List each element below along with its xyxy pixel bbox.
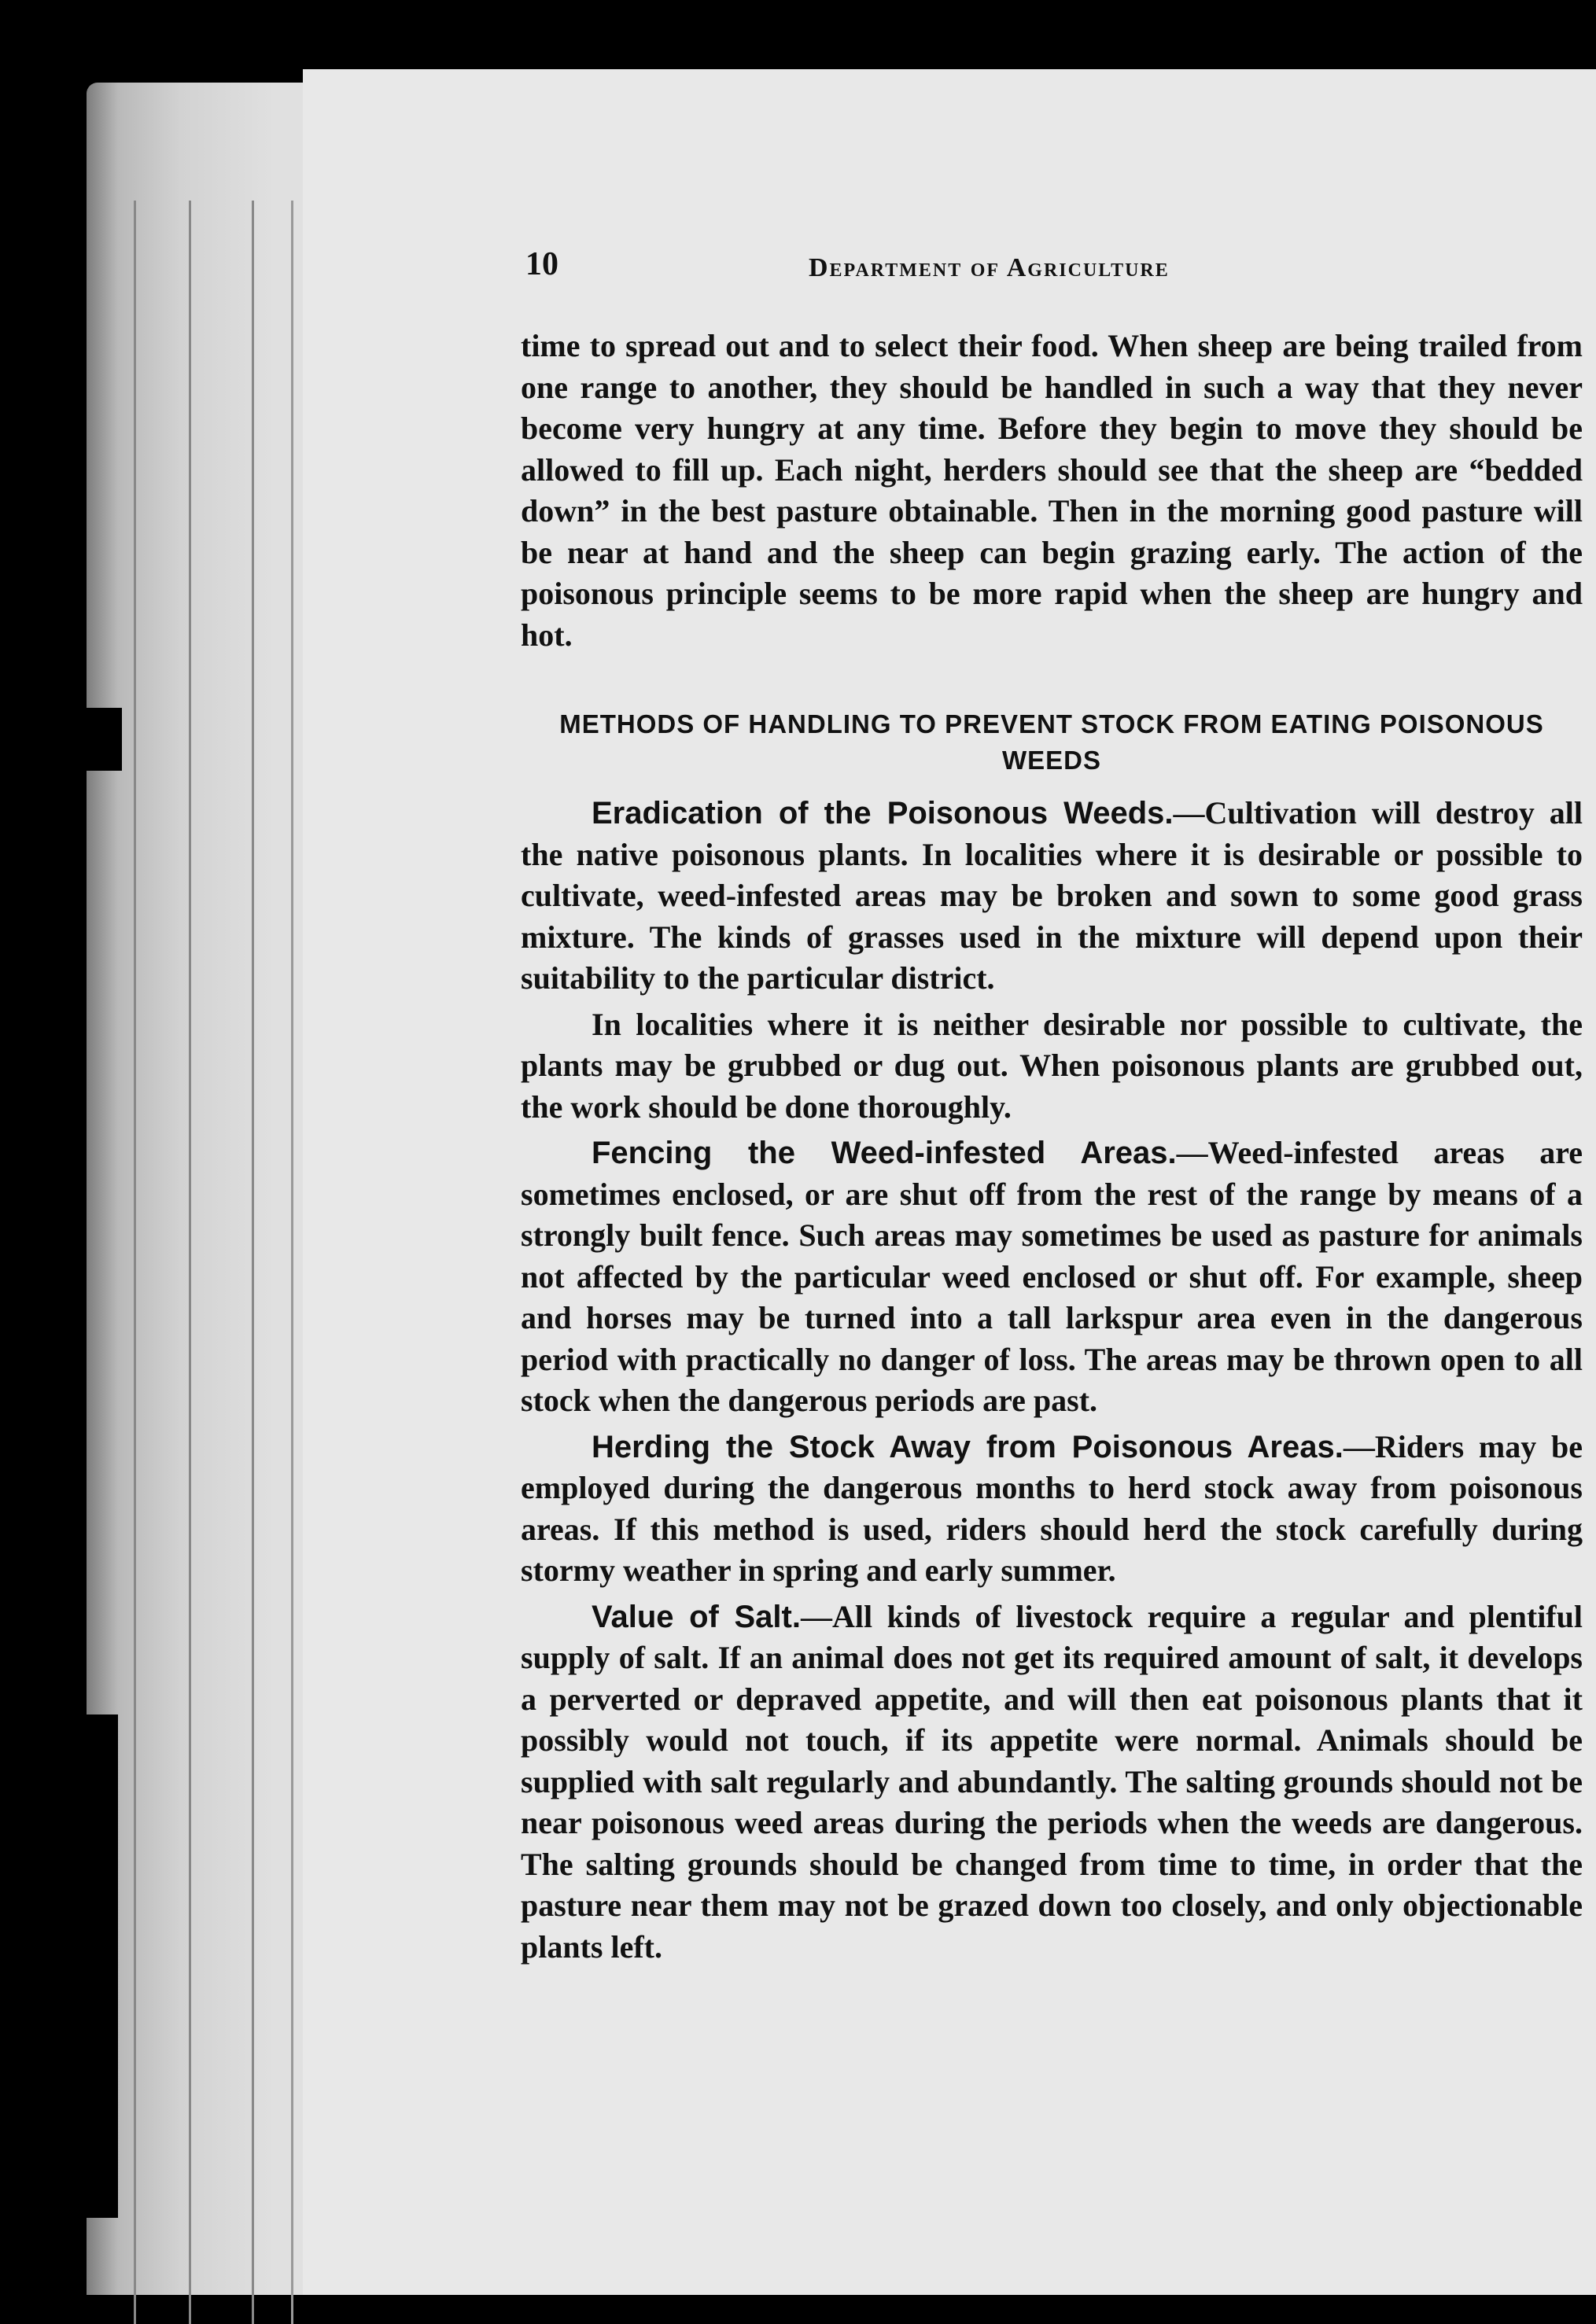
- paragraph-herding: [521, 1427, 1583, 1592]
- body-text: [521, 326, 1583, 1968]
- page-edge-line: [252, 201, 254, 2324]
- run-in-heading: Fencing the Weed-infested Areas.: [592, 1136, 1177, 1170]
- torn-edge: [0, 1714, 118, 2218]
- page-header: [525, 245, 1312, 293]
- paragraph-text: —Cultivation will destroy all the native poisonous plants. In localities where it is desirable or possible to cultivate, weed-infested areas may be broken and sown to some good grass mixture. The kinds of grasses used in the mixture will depend upon their suitability to the particular district.: [521, 795, 1583, 996]
- section-heading: METHODS OF HANDLING TO PREVENT STOCK FROM EATING POISONOUS WEEDS: [559, 709, 1544, 775]
- run-in-heading: Eradication of the Poisonous Weeds.: [592, 796, 1174, 831]
- page-edge-line: [291, 201, 293, 2324]
- paragraph-fencing: [521, 1133, 1583, 1422]
- torn-edge: [0, 708, 122, 771]
- paragraph-eradication: [521, 793, 1583, 1000]
- paragraph-grubbing: In localities where it is neither desirable nor possible to cultivate, the plants may be grubbed or dug out. When poisonous plants are grubbed out, the work should be done thoroughly.: [521, 1006, 1583, 1125]
- paragraph-text: —Weed-infested areas are sometimes enclosed, or are shut off from the rest of the range by means of a strongly built fence. Such areas may sometimes be used as pasture for animals not affected by the particular weed enclosed or shut off. For example, sheep and horses may be turned into a tall larkspur area even in the dangerous period with practically no danger of loss. The areas may be thrown open to all stock when the dangerous periods are past.: [521, 1135, 1583, 1418]
- paragraph-text: —Riders may be employed during the dangerous months to herd stock away from poisonous areas. If this method is used, riders should herd the stock carefully during stormy weather in spring and early summer.: [521, 1428, 1583, 1588]
- page-edge-line: [189, 201, 191, 2324]
- paragraph-salt: [521, 1597, 1583, 1969]
- run-in-heading: Herding the Stock Away from Poisonous Areas.: [592, 1429, 1344, 1464]
- running-head: Department of Agriculture: [809, 253, 1170, 282]
- run-in-heading: Value of Salt.: [592, 1599, 801, 1634]
- paragraph-continued: time to spread out and to select their food. When sheep are being trailed from one range to another, they should be handled in such a way that they never become very hungry at any time. Before they begin to move they should be allowed to fill up. Each night, herders should see that the sheep are “bedded down” in the best pasture obtainable. Then in the morning good pasture will be near at hand and the sheep can begin grazing early. The action of the poisonous principle seems to be more rapid when the sheep are hungry and hot.: [521, 328, 1583, 653]
- page-edge-line: [134, 201, 136, 2324]
- paragraph-text: —All kinds of livestock require a regular and plentiful supply of salt. If an animal does not get its required amount of salt, it develops a perverted or depraved appetite, and will then eat poisonous plants that it possibly would not touch, if its appetite were normal. Animals should be supplied with salt regularly and abundantly. The salting grounds should not be near poisonous weed areas during the periods when the weeds are dangerous. The salting grounds should be changed from time to time, in order that the pasture near them may not be grazed down too closely, and only objectionable plants left.: [521, 1598, 1583, 1965]
- page-number: 10: [525, 246, 558, 282]
